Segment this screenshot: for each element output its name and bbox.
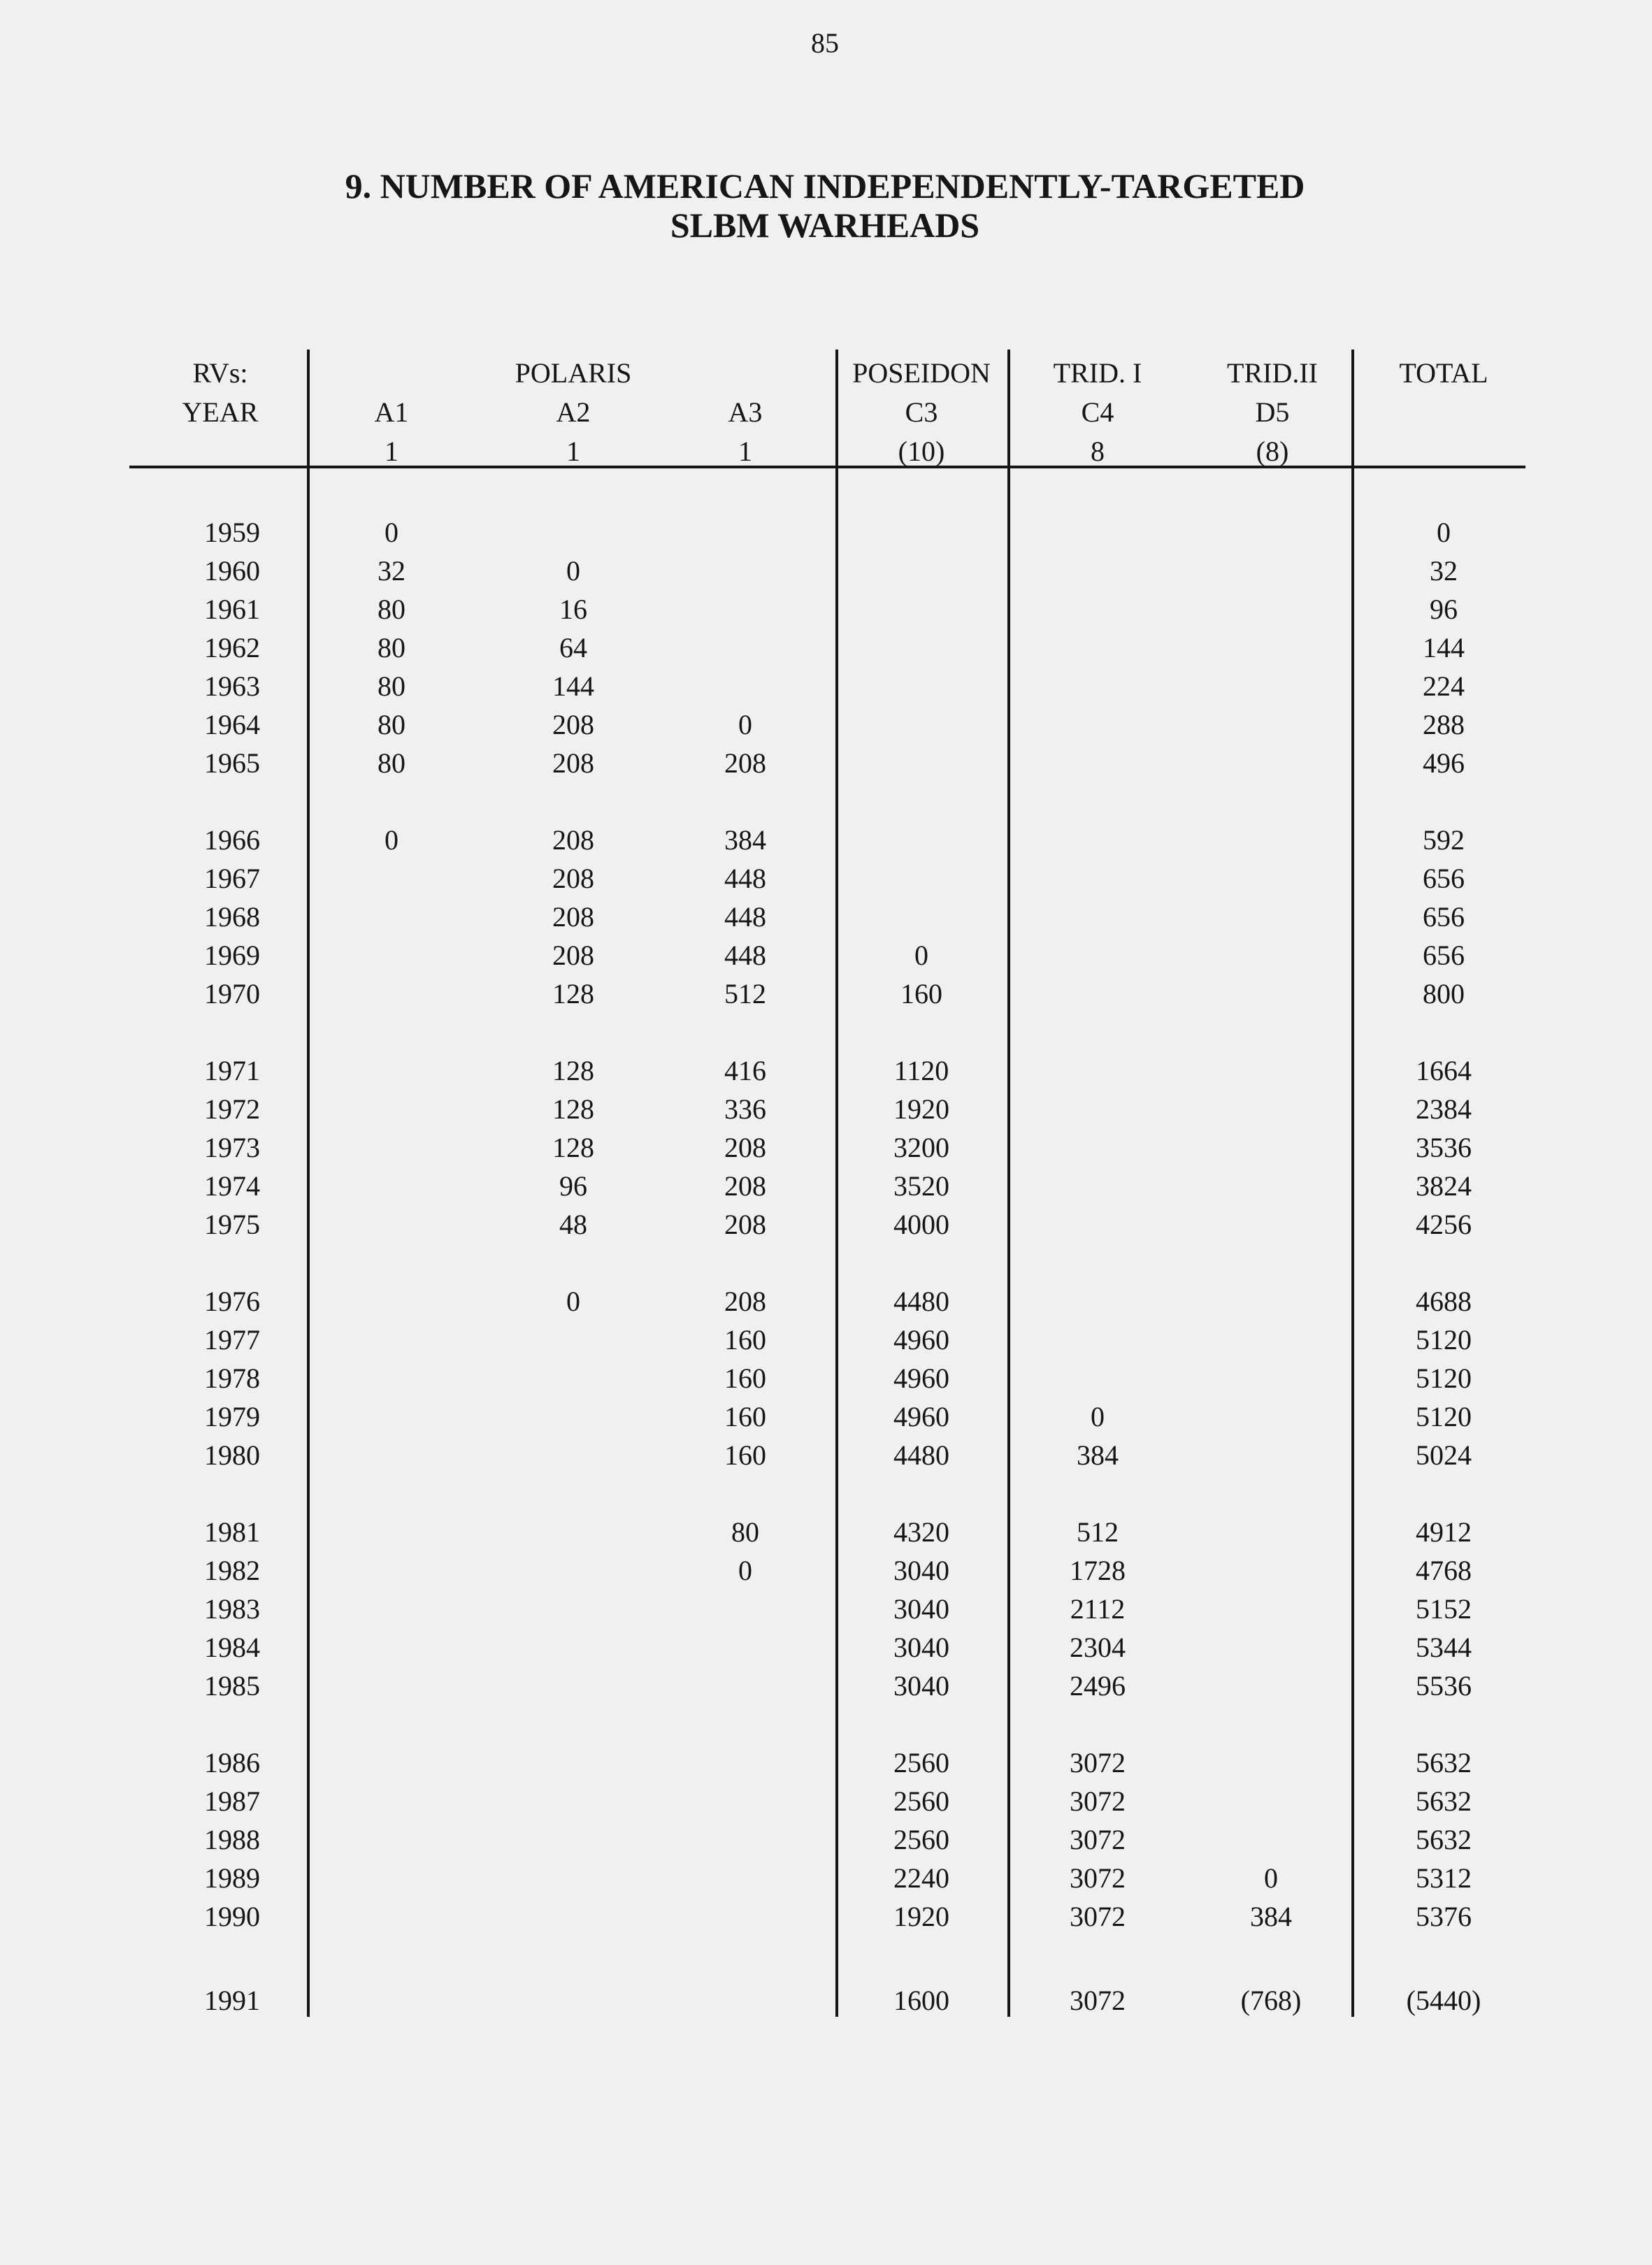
a2-cell: 0 <box>566 1286 580 1317</box>
total-cell: 5120 <box>1416 1362 1472 1394</box>
year-cell: 1965 <box>204 747 260 779</box>
a3-cell: 160 <box>724 1324 766 1356</box>
d5-cell: (768) <box>1240 1985 1302 2016</box>
total-cell: 288 <box>1423 709 1465 740</box>
year-cell: 1975 <box>204 1209 260 1240</box>
total-cell: 96 <box>1430 594 1458 625</box>
a2-cell: 144 <box>552 670 594 702</box>
a3-cell: 208 <box>724 1286 766 1317</box>
total-cell: 5632 <box>1416 1785 1472 1817</box>
year-cell: 1984 <box>204 1632 260 1663</box>
a2-cell: 128 <box>552 1132 594 1163</box>
a2-cell: 208 <box>552 940 594 971</box>
year-cell: 1971 <box>204 1055 260 1086</box>
a3-cell: 448 <box>724 940 766 971</box>
year-cell: 1972 <box>204 1093 260 1125</box>
total-cell: (5440) <box>1406 1985 1481 2016</box>
total-cell: 592 <box>1423 824 1465 856</box>
a2-cell: 208 <box>552 709 594 740</box>
c3-cell: 1600 <box>893 1985 949 2016</box>
a2-cell: 128 <box>552 1093 594 1125</box>
c3-cell: 2560 <box>893 1747 949 1778</box>
a1-cell: 80 <box>378 594 405 625</box>
total-cell: 4256 <box>1416 1209 1472 1240</box>
year-cell: 1961 <box>204 594 260 625</box>
a3-cell: 448 <box>724 863 766 894</box>
total-cell: 496 <box>1423 747 1465 779</box>
c4-cell: 3072 <box>1070 1785 1126 1817</box>
a2-cell: 128 <box>552 978 594 1009</box>
header-c3-rv: (10) <box>898 436 945 467</box>
c4-cell: 384 <box>1077 1439 1119 1471</box>
year-cell: 1976 <box>204 1286 260 1317</box>
c4-cell: 3072 <box>1070 1747 1126 1778</box>
year-cell: 1983 <box>204 1593 260 1625</box>
year-cell: 1981 <box>204 1516 260 1548</box>
a1-cell: 32 <box>378 555 405 587</box>
total-cell: 1664 <box>1416 1055 1472 1086</box>
total-cell: 144 <box>1423 632 1465 663</box>
a2-cell: 96 <box>559 1170 587 1202</box>
header-rule <box>129 466 1525 468</box>
page-title <box>126 166 1524 245</box>
year-cell: 1974 <box>204 1170 260 1202</box>
page-number: 85 <box>811 27 839 59</box>
a3-cell: 208 <box>724 1170 766 1202</box>
total-cell: 5536 <box>1416 1670 1472 1702</box>
c4-cell: 3072 <box>1070 1901 1126 1932</box>
a2-cell: 0 <box>566 555 580 587</box>
a3-cell: 80 <box>731 1516 759 1548</box>
c3-cell: 4480 <box>893 1286 949 1317</box>
a3-cell: 0 <box>738 709 752 740</box>
a3-cell: 0 <box>738 1555 752 1586</box>
total-cell: 4768 <box>1416 1555 1472 1586</box>
header-a3-rv: 1 <box>738 436 752 467</box>
a2-cell: 208 <box>552 901 594 933</box>
divider-trident-total <box>1351 350 1354 2017</box>
a3-cell: 448 <box>724 901 766 933</box>
c3-cell: 4320 <box>893 1516 949 1548</box>
total-cell: 5120 <box>1416 1324 1472 1356</box>
c4-cell: 0 <box>1091 1401 1105 1432</box>
year-cell: 1970 <box>204 978 260 1009</box>
a2-cell: 128 <box>552 1055 594 1086</box>
c3-cell: 4480 <box>893 1439 949 1471</box>
divider-year-a1 <box>307 350 310 2017</box>
year-cell: 1977 <box>204 1324 260 1356</box>
year-cell: 1988 <box>204 1824 260 1855</box>
c3-cell: 2560 <box>893 1785 949 1817</box>
header-a1-rv: 1 <box>385 436 398 467</box>
c4-cell: 3072 <box>1070 1824 1126 1855</box>
year-cell: 1960 <box>204 555 260 587</box>
a2-cell: 64 <box>559 632 587 663</box>
total-cell: 4912 <box>1416 1516 1472 1548</box>
year-cell: 1962 <box>204 632 260 663</box>
total-cell: 5632 <box>1416 1747 1472 1778</box>
year-cell: 1985 <box>204 1670 260 1702</box>
c3-cell: 3040 <box>893 1632 949 1663</box>
total-cell: 224 <box>1423 670 1465 702</box>
header-c4-rv: 8 <box>1091 436 1105 467</box>
c3-cell: 1920 <box>893 1901 949 1932</box>
c3-cell: 4960 <box>893 1401 949 1432</box>
total-cell: 5632 <box>1416 1824 1472 1855</box>
a1-cell: 80 <box>378 632 405 663</box>
title-line-2: SLBM WARHEADS <box>670 206 980 245</box>
total-cell: 5344 <box>1416 1632 1472 1663</box>
a2-cell: 16 <box>559 594 587 625</box>
c3-cell: 2240 <box>893 1862 949 1894</box>
c3-cell: 4960 <box>893 1362 949 1394</box>
total-cell: 656 <box>1423 940 1465 971</box>
c3-cell: 1120 <box>893 1055 949 1086</box>
header-a3: A3 <box>728 396 763 428</box>
year-cell: 1979 <box>204 1401 260 1432</box>
a1-cell: 80 <box>378 709 405 740</box>
total-cell: 3824 <box>1416 1170 1472 1202</box>
year-cell: 1989 <box>204 1862 260 1894</box>
total-cell: 0 <box>1437 517 1451 548</box>
header-c4: C4 <box>1081 396 1114 428</box>
total-cell: 656 <box>1423 863 1465 894</box>
c4-cell: 2112 <box>1070 1593 1126 1625</box>
header-d5: D5 <box>1255 396 1290 428</box>
a3-cell: 208 <box>724 747 766 779</box>
year-cell: 1964 <box>204 709 260 740</box>
year-cell: 1987 <box>204 1785 260 1817</box>
a3-cell: 384 <box>724 824 766 856</box>
title-line-1: 9. NUMBER OF AMERICAN INDEPENDENTLY-TARGETED <box>345 166 1305 206</box>
year-cell: 1967 <box>204 863 260 894</box>
c4-cell: 512 <box>1077 1516 1119 1548</box>
c3-cell: 3520 <box>893 1170 949 1202</box>
a2-cell: 48 <box>559 1209 587 1240</box>
c4-cell: 2496 <box>1070 1670 1126 1702</box>
year-cell: 1959 <box>204 517 260 548</box>
year-cell: 1986 <box>204 1747 260 1778</box>
a3-cell: 160 <box>724 1439 766 1471</box>
a3-cell: 416 <box>724 1055 766 1086</box>
year-cell: 1978 <box>204 1362 260 1394</box>
c3-cell: 3200 <box>893 1132 949 1163</box>
year-cell: 1963 <box>204 670 260 702</box>
a3-cell: 512 <box>724 978 766 1009</box>
c4-cell: 3072 <box>1070 1862 1126 1894</box>
d5-cell: 0 <box>1264 1862 1278 1894</box>
header-total: TOTAL <box>1399 357 1488 389</box>
total-cell: 5152 <box>1416 1593 1472 1625</box>
a2-cell: 208 <box>552 747 594 779</box>
header-trident-1: TRID. I <box>1053 357 1142 389</box>
a1-cell: 80 <box>378 670 405 702</box>
a3-cell: 336 <box>724 1093 766 1125</box>
c3-cell: 4000 <box>893 1209 949 1240</box>
year-cell: 1991 <box>204 1985 260 2016</box>
header-a2: A2 <box>556 396 591 428</box>
divider-poseidon-trident <box>1007 350 1010 2017</box>
a2-cell: 208 <box>552 824 594 856</box>
d5-cell: 384 <box>1250 1901 1292 1932</box>
c3-cell: 1920 <box>893 1093 949 1125</box>
a2-cell: 208 <box>552 863 594 894</box>
total-cell: 32 <box>1430 555 1458 587</box>
header-rvs: RVs: <box>192 357 248 389</box>
year-cell: 1980 <box>204 1439 260 1471</box>
a1-cell: 0 <box>385 824 398 856</box>
header-poseidon: POSEIDON <box>852 357 991 389</box>
header-year: YEAR <box>182 396 259 428</box>
a1-cell: 80 <box>378 747 405 779</box>
a3-cell: 160 <box>724 1401 766 1432</box>
c4-cell: 1728 <box>1070 1555 1126 1586</box>
year-cell: 1982 <box>204 1555 260 1586</box>
header-d5-rv: (8) <box>1256 436 1289 467</box>
total-cell: 4688 <box>1416 1286 1472 1317</box>
header-c3: C3 <box>905 396 938 428</box>
total-cell: 5312 <box>1416 1862 1472 1894</box>
total-cell: 5120 <box>1416 1401 1472 1432</box>
c3-cell: 3040 <box>893 1593 949 1625</box>
total-cell: 800 <box>1423 978 1465 1009</box>
year-cell: 1973 <box>204 1132 260 1163</box>
a3-cell: 208 <box>724 1209 766 1240</box>
year-cell: 1966 <box>204 824 260 856</box>
total-cell: 5376 <box>1416 1901 1472 1932</box>
a3-cell: 160 <box>724 1362 766 1394</box>
year-cell: 1990 <box>204 1901 260 1932</box>
header-a1: A1 <box>374 396 409 428</box>
year-cell: 1969 <box>204 940 260 971</box>
header-polaris: POLARIS <box>515 357 632 389</box>
a1-cell: 0 <box>385 517 398 548</box>
c3-cell: 160 <box>900 978 942 1009</box>
header-a2-rv: 1 <box>566 436 580 467</box>
c4-cell: 2304 <box>1070 1632 1126 1663</box>
c3-cell: 2560 <box>893 1824 949 1855</box>
total-cell: 3536 <box>1416 1132 1472 1163</box>
c3-cell: 0 <box>914 940 928 971</box>
c3-cell: 4960 <box>893 1324 949 1356</box>
year-cell: 1968 <box>204 901 260 933</box>
total-cell: 5024 <box>1416 1439 1472 1471</box>
divider-polaris-poseidon <box>835 350 838 2017</box>
a3-cell: 208 <box>724 1132 766 1163</box>
c4-cell: 3072 <box>1070 1985 1126 2016</box>
header-trident-2: TRID.II <box>1227 357 1318 389</box>
total-cell: 656 <box>1423 901 1465 933</box>
total-cell: 2384 <box>1416 1093 1472 1125</box>
c3-cell: 3040 <box>893 1670 949 1702</box>
c3-cell: 3040 <box>893 1555 949 1586</box>
